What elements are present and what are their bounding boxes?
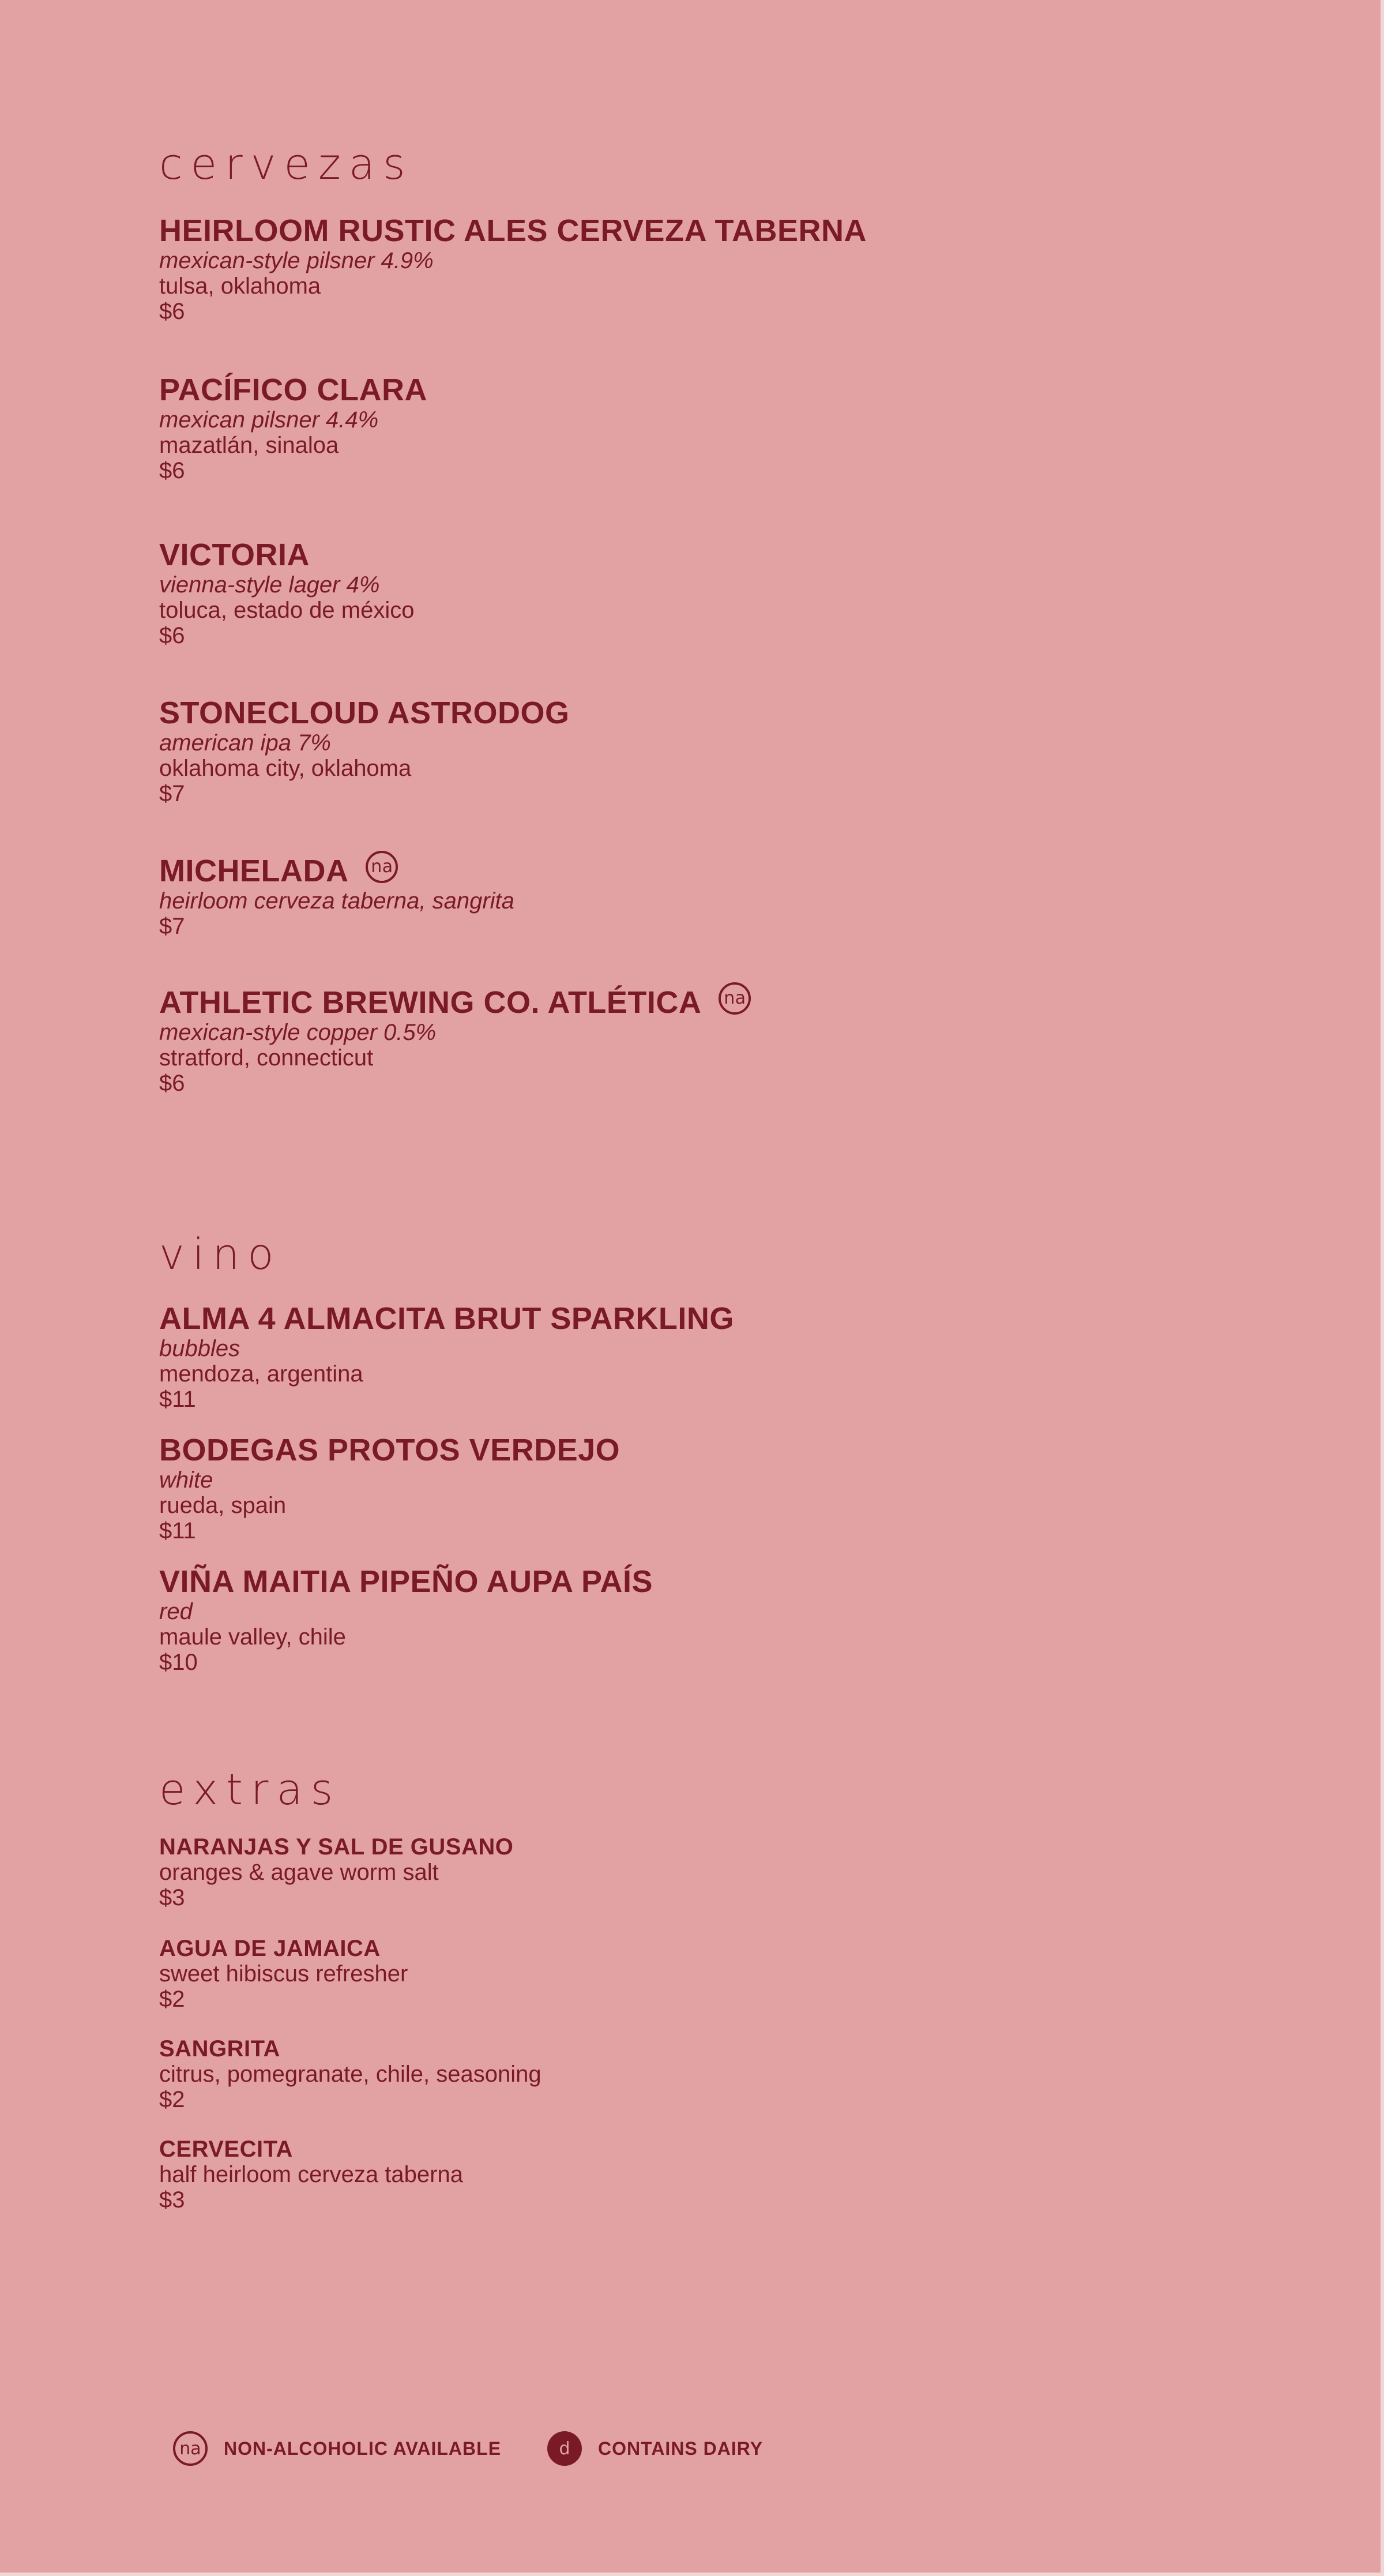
item-name: ATHLETIC BREWING CO. ATLÉTICA (159, 985, 702, 1020)
menu-item (159, 213, 867, 324)
menu-item (159, 538, 414, 648)
item-name: VICTORIA (159, 538, 310, 572)
item-name: PACÍFICO CLARA (159, 373, 427, 407)
item-style: vienna-style lager 4% (159, 572, 380, 598)
item-style: bubbles (159, 1336, 240, 1361)
item-style: mexican-style pilsner 4.9% (159, 248, 434, 273)
item-name: NARANJAS Y SAL DE GUSANO (159, 1834, 514, 1860)
item-description: sweet hibiscus refresher (159, 1961, 408, 1987)
menu-item (159, 2036, 541, 2112)
item-price: $7 (159, 914, 185, 939)
item-price: $2 (159, 1987, 185, 2012)
item-origin: tulsa, oklahoma (159, 273, 321, 299)
item-price: $11 (159, 1518, 196, 1544)
menu-item (159, 1936, 408, 2012)
item-price: $6 (159, 299, 185, 324)
section-title-extras: extras (159, 1765, 341, 1815)
item-price: $3 (159, 1885, 185, 1910)
item-price: $10 (159, 1650, 198, 1675)
item-name-row (159, 985, 751, 1020)
item-origin: mendoza, argentina (159, 1361, 363, 1387)
item-price: $3 (159, 2187, 185, 2213)
menu-item (159, 1564, 653, 1675)
item-name: BODEGAS PROTOS VERDEJO (159, 1433, 620, 1467)
item-style: white (159, 1467, 213, 1493)
item-origin: oklahoma city, oklahoma (159, 756, 412, 781)
item-style: heirloom cerveza taberna, sangrita (159, 888, 514, 914)
item-style: mexican-style copper 0.5% (159, 1020, 437, 1045)
item-name: CERVECITA (159, 2136, 293, 2162)
legend-label: CONTAINS DAIRY (598, 2438, 764, 2459)
menu-item (159, 696, 570, 806)
non-alcoholic-icon: na (173, 2431, 208, 2466)
item-price: $6 (159, 1071, 185, 1096)
item-price: $11 (159, 1387, 196, 1412)
item-description: citrus, pomegranate, chile, seasoning (159, 2061, 541, 2087)
item-style: american ipa 7% (159, 730, 331, 756)
dairy-icon: d (547, 2431, 582, 2466)
item-name-row (159, 854, 514, 888)
item-name: ALMA 4 ALMACITA BRUT SPARKLING (159, 1301, 734, 1336)
item-origin: toluca, estado de méxico (159, 598, 415, 623)
legend (173, 2431, 809, 2466)
legend-label: NON-ALCOHOLIC AVAILABLE (224, 2438, 502, 2459)
item-description: oranges & agave worm salt (159, 1860, 439, 1885)
non-alcoholic-icon: na (366, 851, 398, 883)
item-description: half heirloom cerveza taberna (159, 2162, 463, 2187)
menu-item (159, 985, 751, 1096)
item-origin: stratford, connecticut (159, 1045, 374, 1071)
item-price: $2 (159, 2087, 185, 2112)
item-name: SANGRITA (159, 2036, 280, 2061)
legend-dairy (547, 2431, 763, 2466)
item-origin: maule valley, chile (159, 1624, 346, 1650)
menu-item (159, 854, 514, 939)
legend-non-alcoholic (173, 2431, 501, 2466)
menu-item (159, 1834, 513, 1910)
item-price: $7 (159, 781, 185, 806)
item-name: VIÑA MAITIA PIPEÑO AUPA PAÍS (159, 1564, 653, 1599)
item-style: red (159, 1599, 193, 1624)
menu-item (159, 1301, 734, 1412)
menu-item (159, 373, 427, 483)
non-alcoholic-icon: na (719, 982, 751, 1015)
item-price: $6 (159, 623, 185, 648)
menu-item (159, 1433, 620, 1544)
item-name: STONECLOUD ASTRODOG (159, 696, 570, 730)
item-origin: rueda, spain (159, 1493, 287, 1518)
section-title-cervezas: cervezas (159, 140, 413, 189)
item-price: $6 (159, 458, 185, 483)
menu-item (159, 2136, 463, 2213)
item-name: AGUA DE JAMAICA (159, 1936, 381, 1961)
section-title-vino: vino (159, 1230, 282, 1279)
item-name: MICHELADA (159, 854, 349, 888)
item-origin: mazatlán, sinaloa (159, 433, 339, 458)
item-style: mexican pilsner 4.4% (159, 407, 379, 433)
item-name: HEIRLOOM RUSTIC ALES CERVEZA TABERNA (159, 213, 867, 248)
